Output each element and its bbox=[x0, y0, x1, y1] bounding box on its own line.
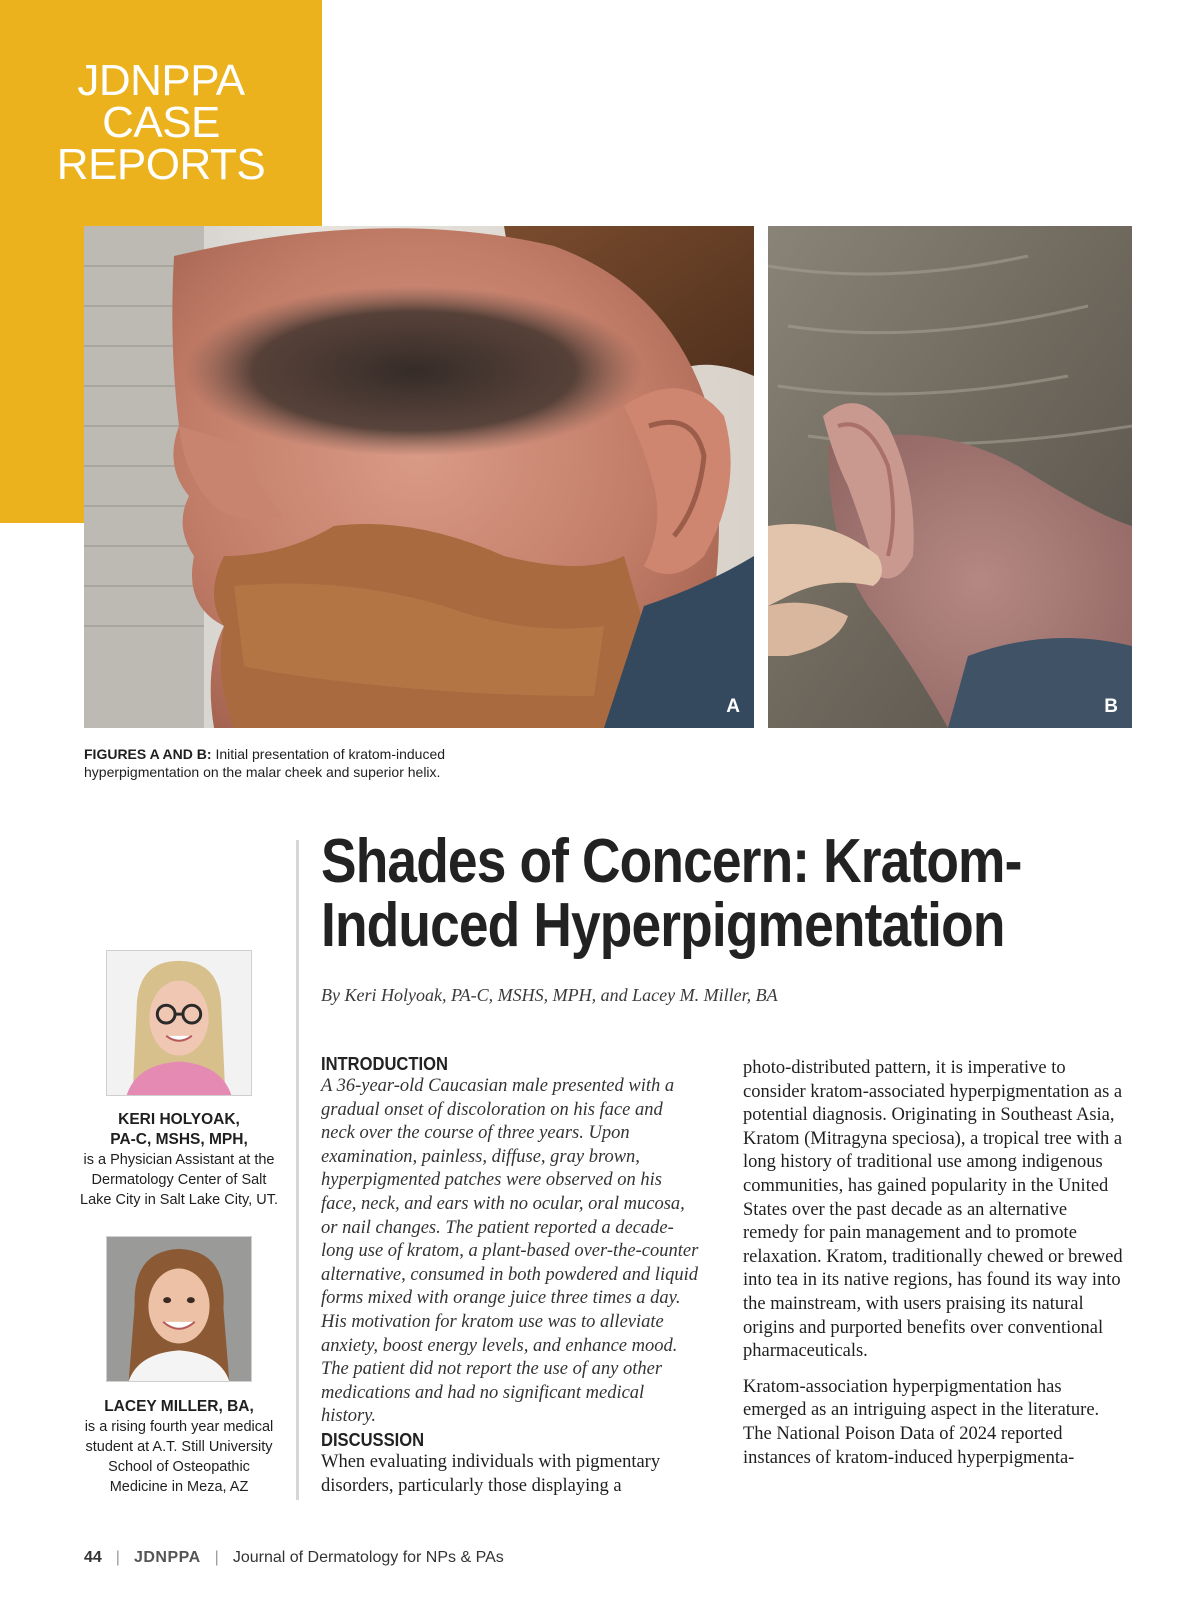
discussion-heading: DISCUSSION bbox=[321, 1429, 425, 1450]
page-footer bbox=[84, 1546, 504, 1570]
figure-a-photo bbox=[84, 226, 754, 728]
figure-b-label: B bbox=[1104, 696, 1118, 717]
article-column-left bbox=[321, 1053, 701, 1498]
intro-heading: INTRODUCTION bbox=[321, 1054, 448, 1074]
figure-caption-label: FIGURES A AND B: bbox=[84, 746, 212, 762]
author-credentials: PA-C, MSHS, MPH, bbox=[110, 1131, 248, 1148]
figure-a-label: A bbox=[726, 696, 740, 717]
figure-a-illustration bbox=[84, 226, 754, 728]
author-photo bbox=[106, 1236, 252, 1382]
discussion-paragraph: When evaluating individuals with pigmentary disorders, particularly those displaying a bbox=[321, 1451, 661, 1496]
body-paragraph: Kratom-association hyperpigmentation has emerged as an intriguing aspect in the literature. The National Poison Data of 2024 reported instances of kratom-induced hyperpigmenta- bbox=[743, 1376, 1100, 1468]
journal-name: Journal of Dermatology for NPs & PAs bbox=[232, 1549, 504, 1566]
footer-separator: | bbox=[115, 1549, 120, 1566]
author-bio bbox=[78, 1110, 280, 1210]
footer-separator: | bbox=[214, 1549, 219, 1566]
author-description: is a rising fourth year medical student at A.T. Still University School of Osteopathic Medicine in Meza, AZ bbox=[84, 1419, 274, 1495]
author-description: is a Physician Assistant at the Dermatology Center of Salt Lake City in Salt Lake City, UT. bbox=[80, 1152, 278, 1208]
intro-paragraph: A 36-year-old Caucasian male presented with a gradual onset of discoloration on his face and neck over the course of three years. Upon examination, painless, diffuse, gray brown, hyperpigmented patches were observed on his face, neck, and ears with no ocular, oral mucosa, or nail changes. The patient reported a decade-long use of kratom, a plant-based over-the-counter alternative, consumed in both powdered and liquid forms mixed with orange juice three times a day. His motivation for kratom use was to alleviate anxiety, boost energy levels, and enhance mood. The patient did not report the use of any other medications and had no significant medical history. bbox=[321, 1076, 699, 1427]
section-title-line: REPORTS bbox=[56, 140, 266, 189]
headline-line: Shades of Concern: Kratom- bbox=[321, 827, 1022, 896]
author-name: KERI HOLYOAK, bbox=[118, 1111, 240, 1128]
page-number: 44 bbox=[84, 1549, 102, 1566]
figure-b-photo bbox=[768, 226, 1132, 728]
body-paragraph: photo-distributed pattern, it is imperative to consider kratom-associated hyperpigmentation as a potential diagnosis. Originating in Southeast Asia, Kratom (Mitragyna speciosa), a tropical tree with a long history of traditional use among indigenous communities, has gained popularity in the United States over the past decade as an alternative remedy for pain management and to promote relaxation. Kratom, traditionally chewed or brewed into tea in its native regions, has found its way into the mainstream, with users praising its natural origins and purported benefits over conventional pharmaceuticals. bbox=[743, 1058, 1123, 1362]
author-portrait-illustration bbox=[107, 951, 251, 1095]
author-bio bbox=[78, 1397, 280, 1497]
figure-b-illustration bbox=[768, 226, 1132, 728]
author-name: LACEY MILLER, BA, bbox=[104, 1398, 254, 1415]
section-title-line: JDNPPA bbox=[77, 56, 245, 105]
author-photo bbox=[106, 950, 252, 1096]
section-title-line: CASE bbox=[102, 98, 220, 147]
article-column-right bbox=[743, 1057, 1123, 1470]
column-divider bbox=[296, 840, 299, 1500]
figure-caption bbox=[84, 745, 504, 781]
article-byline: By Keri Holyoak, PA-C, MSHS, MPH, and Lacey M. Miller, BA bbox=[321, 985, 778, 1005]
journal-abbreviation: JDNPPA bbox=[133, 1549, 201, 1566]
article-headline bbox=[321, 827, 1022, 960]
author-portrait-illustration bbox=[107, 1237, 251, 1381]
section-title bbox=[0, 56, 322, 189]
figure-caption-text: Initial presentation of kratom-induced hyperpigmentation on the malar cheek and superior helix. bbox=[84, 746, 446, 780]
headline-line: Induced Hyperpigmentation bbox=[321, 891, 1005, 960]
